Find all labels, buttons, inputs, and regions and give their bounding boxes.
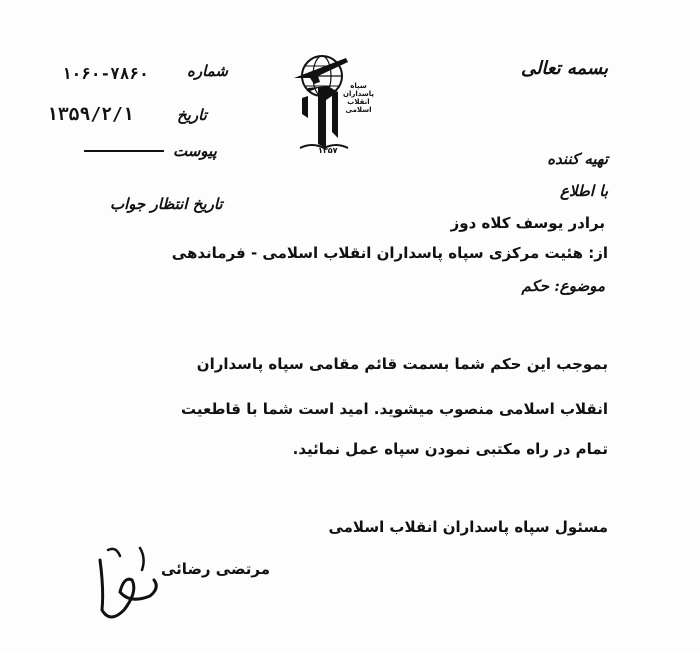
number-value: ۱۰۶۰-۷۸۶۰ [62, 64, 149, 83]
signatory-title: مسئول سپاه پاسداران انقلاب اسلامی [328, 518, 608, 536]
emblem-text-line: پاسداران [343, 90, 374, 98]
recipient-line: برادر یوسف کلاه دوز [450, 214, 605, 232]
emblem-text-line: انقلاب [347, 98, 370, 106]
subject-line: موضوع: حکم [521, 277, 605, 295]
date-label: تاریخ [177, 106, 207, 124]
date-value: ۱۳۵۹/۲/۱ [47, 104, 134, 125]
body-text-line: بموجب این حکم شما بسمت قائم مقامی سپاه پاسداران [196, 355, 608, 373]
attachment-label: پیوست [173, 142, 217, 160]
body-text-line: انقلاب اسلامی منصوب میشوید. امید است شما با قاطعیت [180, 400, 608, 418]
attachment-line [84, 150, 164, 152]
info-label: با اطلاع [560, 182, 608, 200]
emblem-year: ۱۳۵۷ [318, 146, 338, 155]
body-text-line: تمام در راه مکتبی نمودن سپاه عمل نمائید. [292, 440, 608, 458]
handwritten-signature [80, 540, 190, 630]
emblem-text [343, 82, 374, 114]
bismillah-heading: بسمه تعالی [520, 58, 608, 79]
sender-line: از: هئیت مرکزی سپاه پاسداران انقلاب اسلامی - فرماندهی [171, 244, 608, 262]
reply-date-label: تاریخ انتظار جواب [110, 195, 223, 213]
prepared-by-label: تهیه کننده [547, 150, 608, 168]
signatory-name: مرتضی رضائی [161, 560, 270, 578]
emblem-text-line: سپاه [350, 82, 367, 90]
number-label: شماره [187, 62, 228, 80]
emblem-text-line: اسلامی [345, 106, 372, 114]
